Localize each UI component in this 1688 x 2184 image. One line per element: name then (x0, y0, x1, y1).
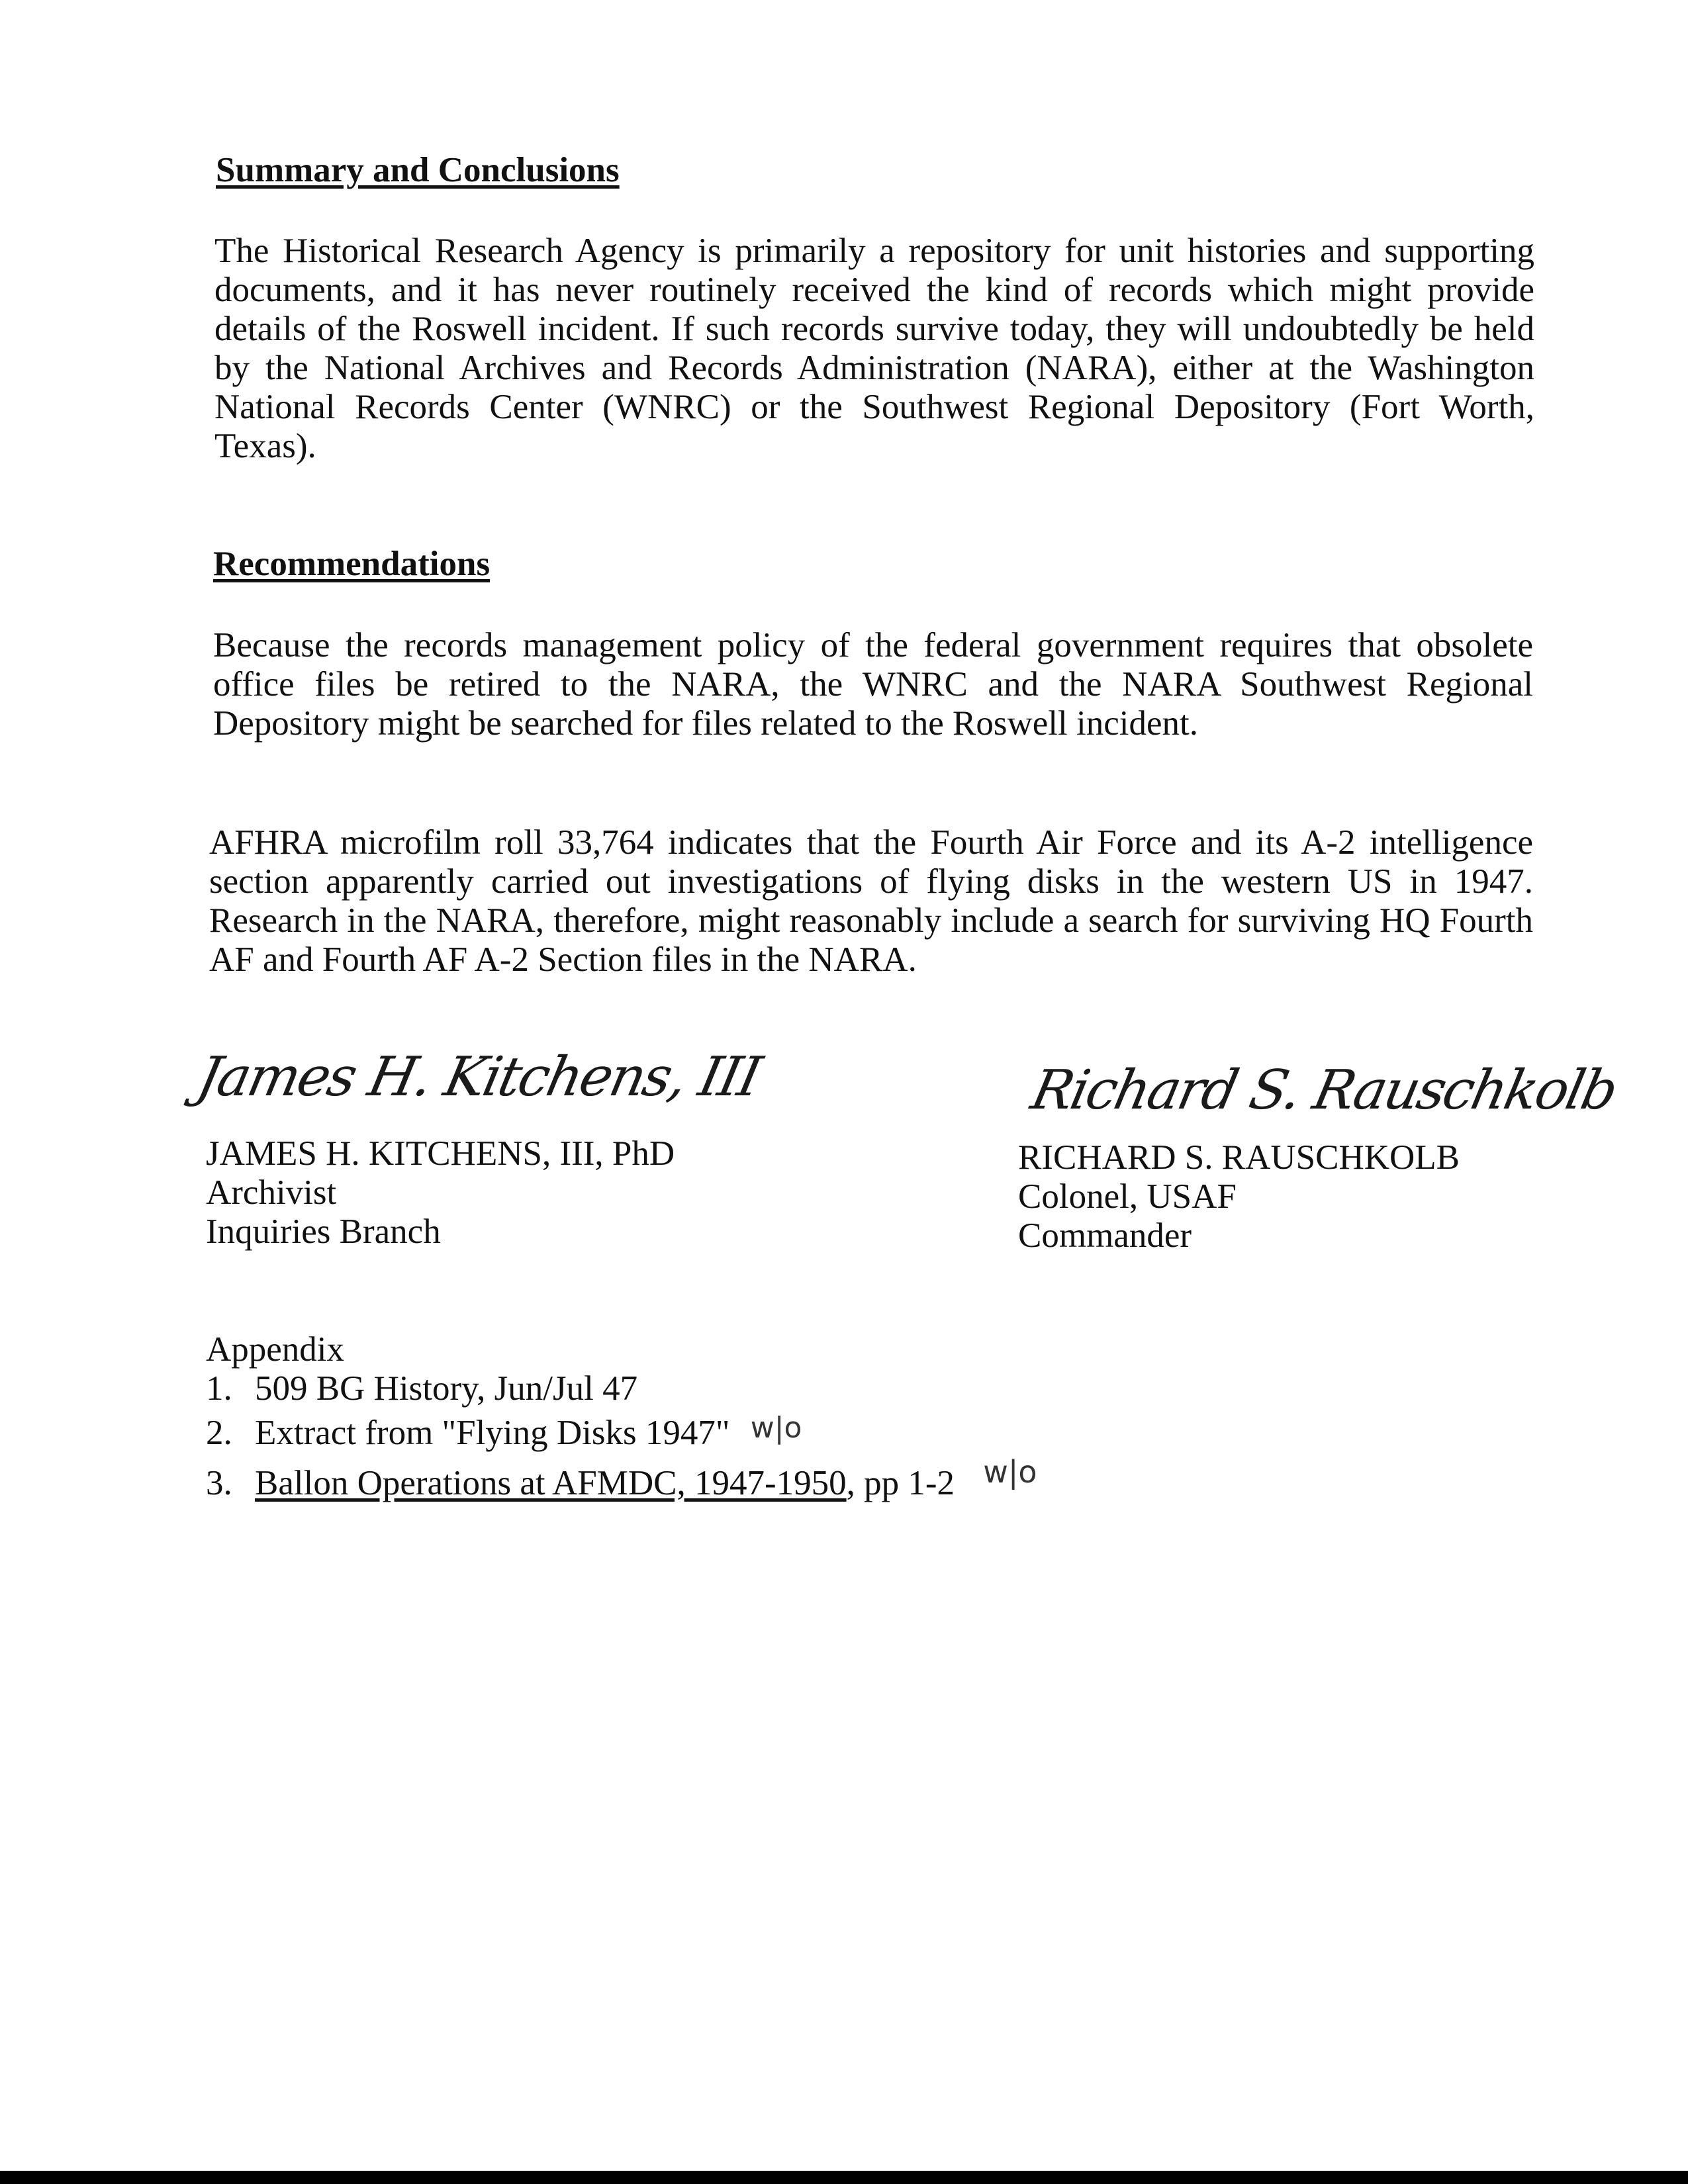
item-number: 1. (206, 1369, 232, 1408)
appendix (206, 1330, 1037, 1503)
item-pages: , pp 1-2 (846, 1464, 955, 1502)
summary-text: The Historical Research Agency is primarily a repository for unit histories and supporting documents, and it has never routinely received the kind of records which might provide details of the Roswell incident. If such records survive today, they will undoubtedly be held by the National Archives and Records Administration (NARA), either at the Washington National Records Center (WNRC) or the Southwest Regional Depository (Fort Worth, Texas). (214, 232, 1534, 465)
item-text: Extract from "Flying Disks 1947" (255, 1414, 730, 1452)
appendix-item (206, 1408, 1037, 1453)
item-text: 509 BG History, Jun/Jul 47 (255, 1369, 638, 1408)
recommendations-paragraph-2 (209, 823, 1533, 979)
scan-edge (0, 2171, 1688, 2184)
appendix-heading: Appendix (206, 1330, 345, 1369)
handwritten-note: w|o (750, 1411, 802, 1445)
item-number: 2. (206, 1414, 232, 1452)
signatory-left (206, 1134, 675, 1251)
recommendations-text-2: AFHRA microfilm roll 33,764 indicates that the Fourth Air Force and its A-2 intelligence section apparently carried out investigations of flying disks in the western US in 1947. Research in the NARA, therefore, might reasonably include a search for surviving HQ Fourth AF and Fourth AF A-2 Section files in the NARA. (209, 823, 1533, 979)
recommendations-text-1: Because the records management policy of the federal government requires that obsolete office files be retired to the NARA, the WNRC and the NARA Southwest Regional Depository might be searched for files related to the Roswell incident. (213, 626, 1533, 743)
summary-paragraph (214, 232, 1534, 466)
handwritten-note: w|o (983, 1454, 1037, 1490)
recommendations-heading: Recommendations (213, 545, 491, 583)
signatory-right (1018, 1138, 1460, 1255)
signatory-name: RICHARD S. RAUSCHKOLB (1018, 1138, 1460, 1177)
signature-kitchens: James H. Kitchens, III (191, 1046, 765, 1109)
appendix-item (206, 1453, 1037, 1503)
signatory-title: Archivist (206, 1173, 337, 1212)
item-number: 3. (206, 1464, 232, 1502)
item-title: Ballon Operations at AFMDC, 1947-1950 (255, 1464, 847, 1502)
appendix-item (206, 1369, 1037, 1408)
recommendations-paragraph-1 (213, 626, 1533, 743)
summary-heading: Summary and Conclusions (216, 151, 620, 189)
signatory-name: JAMES H. KITCHENS, III, PhD (206, 1134, 675, 1173)
signatory-unit: Commander (1018, 1216, 1192, 1255)
signatory-title: Colonel, USAF (1018, 1177, 1237, 1216)
signatory-unit: Inquiries Branch (206, 1212, 441, 1251)
signature-rauschkolb: Richard S. Rauschkolb (1025, 1059, 1622, 1122)
